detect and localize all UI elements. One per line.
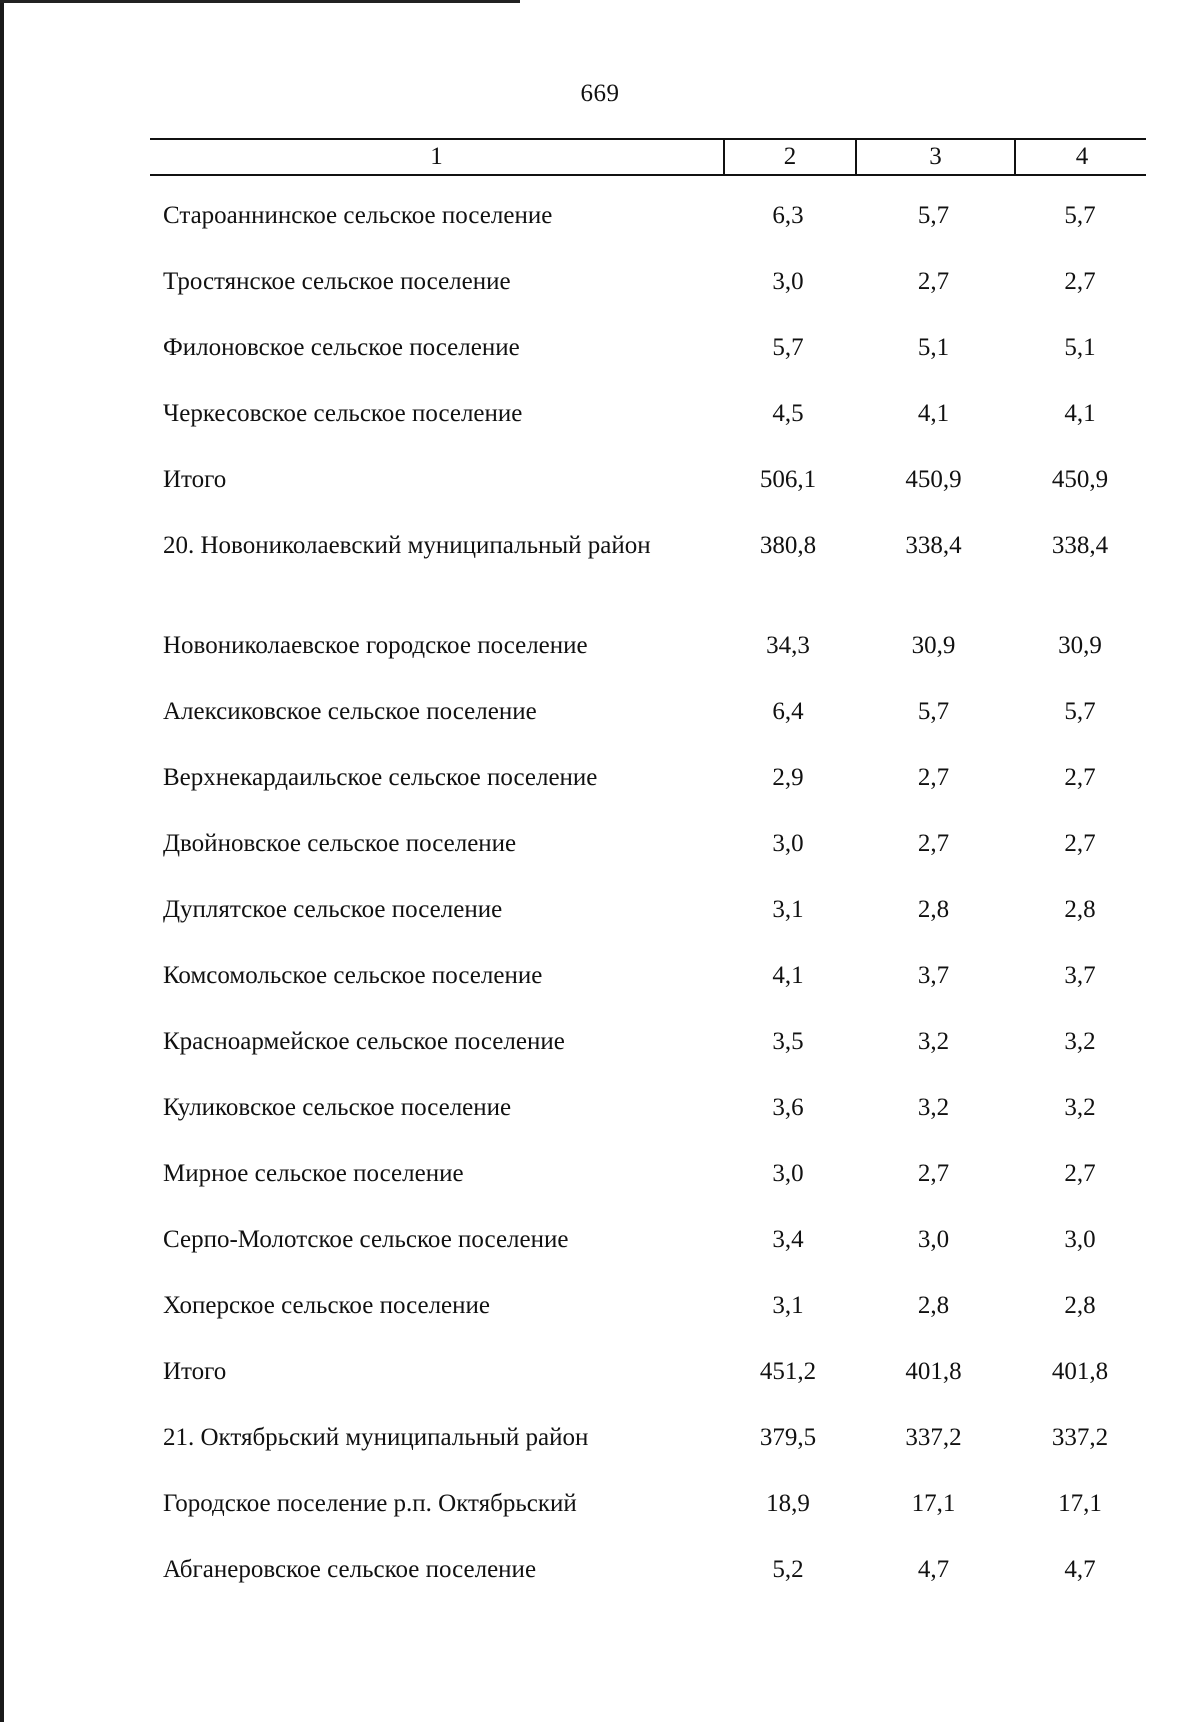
row-value-col2: 380,8	[759, 532, 817, 559]
row-value-col2: 506,1	[759, 466, 817, 493]
table-row	[0, 630, 1200, 696]
table-header	[150, 138, 1146, 176]
row-value-col3: 5,1	[917, 334, 950, 361]
row-name: Красноармейское сельское поселение	[163, 1028, 565, 1055]
row-value-col4: 2,8	[1064, 1292, 1096, 1319]
row-name: Двойновское сельское поселение	[163, 830, 517, 857]
row-value-col2: 379,5	[759, 1424, 817, 1451]
column-header-4: 4	[1014, 140, 1148, 174]
row-value-col4: 5,7	[1064, 698, 1096, 725]
table-row	[0, 398, 1200, 464]
row-name: Верхнекардаильское сельское поселение	[163, 764, 598, 791]
row-value-col4: 17,1	[1058, 1490, 1102, 1517]
row-value-col3: 2,7	[917, 830, 950, 857]
row-value-col3: 5,7	[917, 202, 950, 229]
table-row	[0, 1224, 1200, 1290]
row-name: Итого	[163, 1358, 227, 1385]
table-row	[0, 332, 1200, 398]
table-row	[0, 1554, 1200, 1620]
row-name: Алексиковское сельское поселение	[163, 698, 537, 725]
row-name: Городское поселение р.п. Октябрьский	[163, 1490, 577, 1517]
row-value-col4: 4,1	[1064, 400, 1096, 427]
table-row-total	[0, 464, 1200, 530]
row-name: Серпо-Молотское сельское поселение	[163, 1226, 569, 1253]
row-value-col4: 450,9	[1051, 466, 1109, 493]
row-value-col3: 3,7	[917, 962, 950, 989]
table-row	[0, 960, 1200, 1026]
table-row	[0, 828, 1200, 894]
row-value-col3: 2,7	[917, 268, 950, 295]
row-value-col4: 337,2	[1051, 1424, 1109, 1451]
row-value-col3: 17,1	[911, 1490, 956, 1517]
row-value-col2: 3,0	[772, 830, 804, 857]
row-value-col3: 450,9	[905, 466, 962, 493]
row-value-col4: 2,7	[1064, 830, 1096, 857]
row-value-col3: 337,2	[905, 1424, 962, 1451]
table-row	[0, 1026, 1200, 1092]
row-value-col2: 34,3	[766, 632, 810, 659]
row-value-col2: 4,1	[772, 962, 804, 989]
row-name: Дуплятское сельское поселение	[163, 896, 503, 923]
row-name: Филоновское сельское поселение	[163, 334, 520, 361]
row-value-col4: 3,7	[1064, 962, 1096, 989]
row-value-col3: 2,7	[917, 764, 950, 791]
row-value-col4: 3,2	[1064, 1028, 1096, 1055]
row-name: Черкесовское сельское поселение	[163, 400, 523, 427]
row-value-col4: 30,9	[1058, 632, 1102, 659]
scan-edge-top	[0, 0, 520, 3]
row-value-col2: 6,3	[772, 202, 804, 229]
row-value-col3: 4,7	[917, 1556, 950, 1583]
row-value-col2: 3,5	[772, 1028, 804, 1055]
column-header-3: 3	[855, 140, 1014, 174]
row-value-col3: 3,0	[917, 1226, 950, 1253]
row-value-col2: 4,5	[772, 400, 804, 427]
table-row	[0, 1158, 1200, 1224]
row-value-col3: 338,4	[905, 532, 962, 559]
row-value-col4: 401,8	[1051, 1358, 1109, 1385]
row-name: Новониколаевское городское поселение	[163, 632, 588, 659]
table-row	[0, 894, 1200, 960]
row-value-col3: 3,2	[917, 1028, 950, 1055]
row-value-col4: 4,7	[1064, 1556, 1096, 1583]
table-row	[0, 200, 1200, 266]
row-value-col3: 3,2	[917, 1094, 950, 1121]
table-body	[0, 200, 1200, 1620]
row-name: 20. Новониколаевский муниципальный район	[163, 532, 651, 559]
table-row	[0, 1290, 1200, 1356]
row-value-col4: 5,7	[1064, 202, 1096, 229]
table-row	[0, 1092, 1200, 1158]
row-value-col3: 30,9	[911, 632, 956, 659]
row-value-col3: 5,7	[917, 698, 950, 725]
row-value-col4: 3,2	[1064, 1094, 1096, 1121]
table-row	[0, 266, 1200, 332]
row-value-col4: 5,1	[1064, 334, 1096, 361]
row-value-col3: 401,8	[905, 1358, 962, 1385]
row-value-col2: 2,9	[772, 764, 804, 791]
row-value-col3: 2,8	[917, 896, 950, 923]
row-value-col2: 3,1	[772, 1292, 804, 1319]
row-value-col2: 5,2	[772, 1556, 804, 1583]
table-row	[0, 762, 1200, 828]
table-row	[0, 1488, 1200, 1554]
row-value-col2: 3,6	[772, 1094, 804, 1121]
page-number: 669	[580, 80, 620, 107]
row-value-col2: 3,4	[772, 1226, 804, 1253]
row-value-col4: 338,4	[1051, 532, 1109, 559]
row-value-col4: 2,7	[1064, 268, 1096, 295]
row-name: Тростянское сельское поселение	[163, 268, 511, 295]
row-name: Итого	[163, 466, 227, 493]
row-value-col2: 5,7	[772, 334, 804, 361]
table-row-district	[0, 530, 1200, 630]
row-value-col2: 3,0	[772, 268, 804, 295]
row-value-col3: 2,7	[917, 1160, 950, 1187]
row-value-col3: 2,8	[917, 1292, 950, 1319]
row-name: Куликовское сельское поселение	[163, 1094, 512, 1121]
row-value-col2: 6,4	[772, 698, 804, 725]
row-name: Мирное сельское поселение	[163, 1160, 464, 1187]
row-value-col2: 3,0	[772, 1160, 804, 1187]
row-value-col4: 3,0	[1064, 1226, 1096, 1253]
table-row-district	[0, 1422, 1200, 1488]
row-value-col4: 2,7	[1064, 764, 1096, 791]
table-row-total	[0, 1356, 1200, 1422]
row-name: Староаннинское сельское поселение	[163, 202, 553, 229]
row-value-col2: 451,2	[759, 1358, 817, 1385]
row-name: Абганеровское сельское поселение	[163, 1556, 537, 1583]
column-header-1: 1	[430, 143, 443, 170]
row-name: Комсомольское сельское поселение	[163, 962, 543, 989]
row-name: Хоперское сельское поселение	[163, 1292, 491, 1319]
row-value-col2: 3,1	[772, 896, 804, 923]
table-row	[0, 696, 1200, 762]
row-value-col2: 18,9	[766, 1490, 810, 1517]
column-header-2: 2	[723, 140, 855, 174]
row-name: 21. Октябрьский муниципальный район	[163, 1424, 589, 1451]
row-value-col3: 4,1	[917, 400, 950, 427]
row-value-col4: 2,8	[1064, 896, 1096, 923]
row-value-col4: 2,7	[1064, 1160, 1096, 1187]
